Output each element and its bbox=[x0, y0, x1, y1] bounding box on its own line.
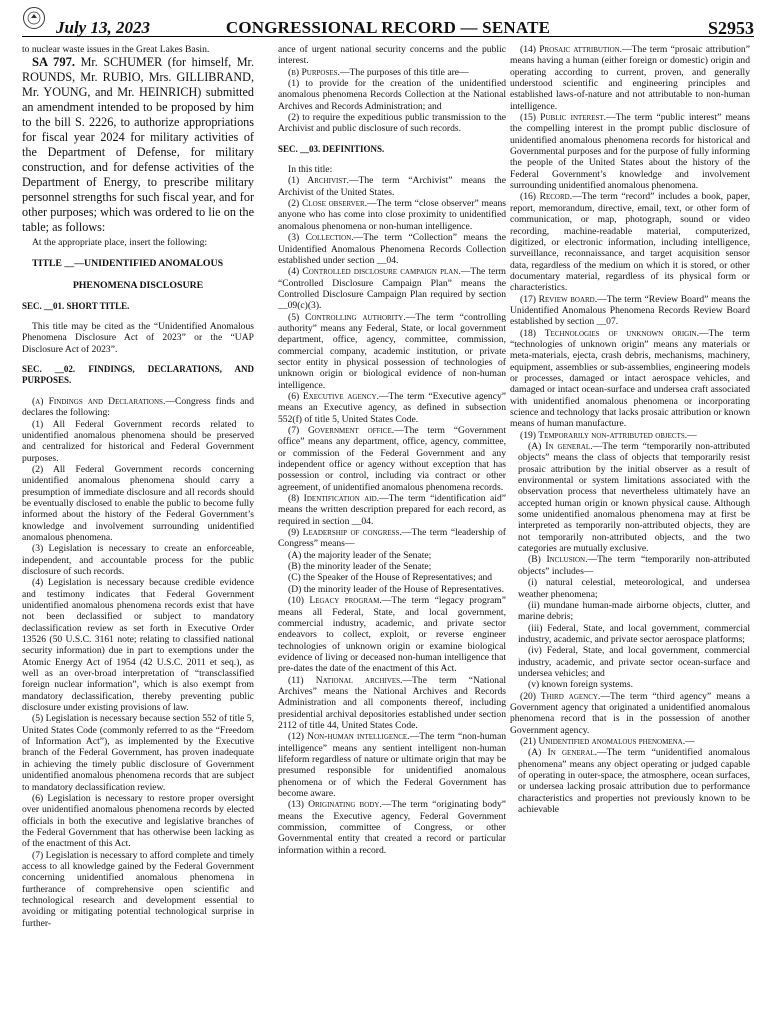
definition-text: — bbox=[685, 735, 695, 747]
definition-heading: (12) Non-human intelligence. bbox=[288, 731, 410, 743]
definition-heading: (7) Government office. bbox=[288, 425, 395, 436]
paragraph: At the appropriate place, insert the following: bbox=[32, 237, 208, 249]
finding-7: (7) Legislation is necessary to afford complete and timely access to all knowledge gained by the Federal Government concerning unidentified anomalous phenomena in furtherance of comprehensive open scientific and technological research and development essential to avoiding or mitigating potential technological surprise in further- bbox=[22, 849, 254, 929]
definition-heading: (8) Identification aid. bbox=[288, 493, 380, 505]
paragraph bbox=[278, 67, 506, 78]
definition-heading: (17) Review board. bbox=[520, 293, 598, 305]
definition-10 bbox=[278, 595, 506, 674]
paragraph: to nuclear waste issues in the Great Lakes Basin. bbox=[22, 44, 210, 55]
definition-11 bbox=[278, 675, 506, 732]
definition-15 bbox=[510, 112, 750, 191]
definition-14 bbox=[510, 44, 750, 112]
paragraph bbox=[22, 396, 254, 419]
list-item: (ii) mundane human-made airborne objects, clutter, and marine debris; bbox=[518, 599, 750, 623]
definition-heading: (21) Unidentified anomalous phenomena. bbox=[520, 735, 686, 747]
definition-text: —The term “close observer” means anyone who has come into close proximity to unidentified anomalous phenomena or non-human intelligence. bbox=[278, 198, 506, 232]
record-date: July 13, 2023 bbox=[56, 18, 150, 37]
definition-heading: (20) Third agency. bbox=[520, 690, 601, 702]
definition-21-a bbox=[510, 747, 750, 815]
paragraph: This title may be cited as the “Unidentified Anomalous Phenomena Disclosure Act of 2023” or the “UAP Disclosure Act of 2023”. bbox=[22, 321, 254, 355]
amendment-number: SA 797. bbox=[32, 55, 76, 70]
definition-heading: (15) Public interest. bbox=[520, 112, 607, 124]
definition-heading: (6) Executive agency. bbox=[288, 390, 379, 402]
definition-3 bbox=[278, 232, 506, 266]
definition-text: —The term “Collection” means the Unidentified Anomalous Phenomena Records Collection established under section __04. bbox=[278, 232, 506, 266]
subsection-text: —Congress finds and declares the following: bbox=[22, 395, 254, 419]
definition-heading: (14) Prosaic attribution. bbox=[520, 44, 623, 55]
page-header bbox=[22, 6, 754, 36]
definition-heading: (11) National archives. bbox=[288, 674, 403, 686]
definition-text: —The term “temporarily non-attributed objects” includes— bbox=[518, 554, 750, 577]
title-heading-2: PHENOMENA DISCLOSURE bbox=[72, 279, 204, 291]
definition-18 bbox=[510, 328, 750, 430]
section-heading: SEC. __03. DEFINITIONS. bbox=[278, 143, 385, 154]
column-1 bbox=[22, 44, 254, 1016]
finding-2: (2) All Federal Government records concerning unidentified anomalous phenomena should carry a presumption of immediate disclosure and all records should be eventually disclosed to enable the public to become fully informed about the history of the Federal Government’s knowledge and involvement surrounding unidentified anomalous phenomena. bbox=[22, 463, 254, 543]
definition-text: —The term “Archivist” means the Archivist of the United States. bbox=[278, 175, 506, 198]
finding-6: (6) Legislation is necessary to restore proper oversight over unidentified anomalous phenomena records by elected officials in both the executive and legislative branches of the Federal Government that has otherwise been lacking as of the enactment of this Act. bbox=[22, 792, 254, 850]
definition-heading: (19) Temporarily non-attributed objects. bbox=[520, 429, 688, 441]
definition-20 bbox=[510, 691, 750, 736]
definition-text: —The term “Controlled Disclosure Campaign Plan” means the Controlled Disclosure Campaign Plan required by section __09(c)(3). bbox=[278, 266, 506, 312]
definition-21 bbox=[510, 736, 750, 747]
list-item: (B) the minority leader of the Senate; bbox=[288, 561, 432, 573]
amendment-paragraph bbox=[22, 55, 254, 235]
definition-heading: (16) Record. bbox=[520, 191, 573, 203]
finding-3: (3) Legislation is necessary to create an enforceable, independent, and accountable process for the public disclosure of such records. bbox=[22, 543, 254, 577]
definition-heading: (B) Inclusion. bbox=[528, 554, 588, 566]
list-item: (v) known foreign systems. bbox=[528, 679, 633, 691]
purpose-1: (1) to provide for the creation of the unidentified anomalous phenomena Records Collection at the National Archives and Records Administration; and bbox=[278, 78, 506, 112]
definition-text: —The term “legacy program” means all Federal, State, and local government, commercial industry, academic, and private sector endeavors to collect, exploit, or reverse engineer technologies of unknown origin or examine biological evidence of living or deceased non-human intelligence that pre-dates the date of the enactment of this Act. bbox=[278, 595, 506, 675]
column-2 bbox=[278, 44, 506, 1016]
list-item: (A) the majority leader of the Senate; bbox=[288, 549, 432, 561]
finding-1: (1) All Federal Government records related to unidentified anomalous phenomena should be preserved and centralized for historical and Federal Government purposes. bbox=[22, 418, 254, 464]
list-item: (i) natural celestial, meteorological, and undersea weather phenomena; bbox=[518, 577, 750, 600]
definition-text: —The term “leadership of Congress” means— bbox=[278, 527, 506, 550]
definition-13 bbox=[278, 799, 506, 856]
definition-text: —The term “technologies of unknown origin” means any materials or meta-materials, ejecta, crash debris, mechanisms, machinery, equipment, assemblies or sub-assemblies, engineering models or processes, damaged or intact aerospace vehicles, and damaged or intact ocean-surface and undersea craft associated with unidentified anomalous phenomena or incorporating science and technology that lacks prosaic attribution or known means of human manufacture. bbox=[510, 327, 750, 430]
definition-heading: (1) Archivist. bbox=[288, 175, 349, 187]
definition-text: —The term “Executive agency” means an Executive agency, as defined in subsection 552(f) of title 5, United States Code. bbox=[278, 390, 506, 425]
definition-heading: (13) Originating body. bbox=[288, 799, 382, 811]
definition-text: —The term “Government office” means any department, office, agency, committee, or commission of the Federal Government and any independent office or agency without exception that has possession or control, including via contract or other agreement, of unidentified anomalous phenomena records. bbox=[278, 425, 506, 493]
purpose-2: (2) to require the expeditious public transmission to the Archivist and public disclosure of such records. bbox=[278, 112, 506, 135]
definition-1 bbox=[278, 175, 506, 198]
record-title: CONGRESSIONAL RECORD — SENATE bbox=[225, 18, 551, 37]
definition-text: — bbox=[687, 429, 697, 441]
definition-19 bbox=[510, 430, 750, 441]
definition-text: —The term “National Archives” means the National Archives and Records Administration and all components thereof, including presidential archival depositories established under section 2112 of title 44, United States Code. bbox=[278, 674, 506, 731]
definition-text: —The term “third agency” means a Government agency that originated a unidentified anomalous phenomena record that is in the possession of another Government agency. bbox=[510, 690, 750, 736]
definition-heading: (9) Leadership of congress. bbox=[288, 527, 402, 539]
definition-heading: (2) Close observer. bbox=[288, 198, 368, 210]
paragraph: ance of urgent national security concerns and the public interest. bbox=[278, 44, 506, 67]
definition-text: —The term “originating body” means the Executive agency, Federal Government commission, committee of Congress, or other Governmental entity that created a record or particular information within a record. bbox=[278, 799, 506, 856]
definition-19-b bbox=[510, 554, 750, 577]
list-item: (iii) Federal, State, and local government, commercial industry, academic, and private sector aerospace platforms; bbox=[518, 622, 750, 645]
subsection-heading: (b) Purposes. bbox=[288, 66, 340, 78]
section-heading: SEC. __01. SHORT TITLE. bbox=[22, 300, 130, 311]
definition-text: —The term “public interest” means the compelling interest in the prompt public disclosure of unidentified anomalous phenomena records for historical and Governmental purposes and for the purpose of fully informing the people of the United States about the history of the Federal Government’s knowledge and involvement surrounding unidentified anomalous phenomena. bbox=[510, 112, 750, 192]
definition-heading: (3) Collection. bbox=[288, 232, 354, 244]
header-rule bbox=[22, 36, 754, 37]
definition-9 bbox=[278, 527, 506, 550]
definition-heading: (A) In general. bbox=[528, 441, 593, 453]
subsection-heading: (a) Findings and Declarations. bbox=[32, 395, 166, 407]
definition-7 bbox=[278, 425, 506, 493]
definition-heading: (5) Controlling authority. bbox=[288, 311, 406, 323]
definition-19-a bbox=[510, 441, 750, 554]
definition-heading: (18) Technologies of unknown origin. bbox=[520, 327, 700, 339]
definition-2 bbox=[278, 198, 506, 232]
definition-16 bbox=[510, 191, 750, 293]
paragraph: In this title: bbox=[288, 164, 333, 176]
subsection-text: —The purposes of this title are— bbox=[339, 66, 469, 78]
finding-4: (4) Legislation is necessary because credible evidence and testimony indicates that Federal Government unidentified anomalous phenomena records exist that have not been declassified or subject to mandatory declassification review as set forth in Executive Order 13526 (50 U.S.C. 3161 note; relating to classified national security information) due in part to exemptions under the Atomic Energy Act of 1954 (42 U.S.C. 2011 et seq.), as well as an over-broad interpretation of “transclassified foreign nuclear information”, which is also exempt from mandatory declassification, thereby preventing public disclosure under existing provisions of law. bbox=[22, 577, 254, 714]
definition-text: —The term “prosaic attribution” means having a human (either foreign or domestic) origin and operating according to current, proven, and generally understood scientific and engineering principles and established laws-of-nature and not attributable to non-human intelligence. bbox=[510, 44, 750, 112]
definition-heading: (4) Controlled disclosure campaign plan. bbox=[288, 266, 461, 278]
definition-text: —The term “unidentified anomalous phenomena” means any object operating or judged capable of operating in outer-space, the atmosphere, ocean surfaces, or undersea lacking prosaic attribution due to performance characteristics and properties not previously known to be achievable bbox=[518, 747, 750, 816]
definition-17 bbox=[510, 294, 750, 328]
definition-4 bbox=[278, 266, 506, 311]
amendment-text: Mr. SCHUMER (for himself, Mr. ROUNDS, Mr. RUBIO, Mrs. GILLIBRAND, Mr. YOUNG, and Mr. HEINRICH) submitted an amendment intended to be proposed by him to the bill S. 2226, to authorize appropriations for fiscal year 2024 for military activities of the Department of Defense, for military construction, and for defense activities of the Department of Energy, to prescribe military personnel strengths for such fiscal year, and for other purposes; which was ordered to lie on the table; as follows: bbox=[22, 55, 254, 235]
definition-text: —The term “non-human intelligence” means any sentient intelligent non-human lifeform regardless of nature or ultimate origin that may be presumed responsible for unidentified anomalous phenomena or of which the Federal Government has become aware. bbox=[278, 731, 506, 799]
definition-heading: (A) In general. bbox=[528, 747, 598, 759]
definition-text: —The term “temporarily non-attributed objects” means the class of objects that temporarily resist prosaic attribution by the initial observer as a result of environmental or system limitations associated with the observation process that nevertheless ultimately have an accepted human origin or known physical cause. Although some unidentified anomalous phenomena may at first be interpreted as temporarily non-attributed objects, they are not temporarily non-attributed objects, and the two categories are mutually exclusive. bbox=[518, 441, 750, 555]
definition-text: —The term “identification aid” means the written description prepared for each record, as required in section __04. bbox=[278, 493, 506, 527]
finding-5: (5) Legislation is necessary because section 552 of title 5, United States Code (commonly referred to as the “Freedom of Information Act”), as implemented by the Executive branch of the Federal Government, has proven inadequate in achieving the timely public disclosure of Government unidentified anomalous phenomena records that are subject to mandatory declassification review. bbox=[22, 713, 254, 793]
definition-text: —The term “controlling authority” means any Federal, State, or local government department, office, agency, committee, commission, commercial company, academic institution, or private sector entity in physical possession of technologies of unknown origin or biological evidence of non-human intelligence. bbox=[278, 311, 506, 391]
definition-heading: (10) Legacy program. bbox=[288, 595, 382, 607]
list-item: (D) the minority leader of the House of Representatives. bbox=[288, 583, 505, 595]
section-heading: SEC. __02. FINDINGS, DECLARATIONS, AND PURPOSES. bbox=[22, 364, 254, 386]
definition-12 bbox=[278, 731, 506, 799]
title-heading: TITLE __—UNIDENTIFIED ANOMALOUS bbox=[32, 258, 224, 270]
definition-6 bbox=[278, 391, 506, 425]
list-item: (C) the Speaker of the House of Representatives; and bbox=[288, 572, 493, 584]
definition-8 bbox=[278, 493, 506, 527]
definition-text: —The term “record” includes a book, paper, report, memorandum, directive, email, text, or other form of communication, or map, photograph, sound or video recording, machine-readable material, computerized, digitized, or electronic information, including intelligence, surveillance, reconnaissance, and target acquisition sensor data, regardless of the medium on which it is stored, or other documentary material, regardless of its physical form or characteristics. bbox=[510, 191, 750, 294]
column-3 bbox=[510, 44, 750, 1016]
definition-text: —The term “Review Board” means the Unidentified Anomalous Phenomena Records Review Board established by section __07. bbox=[510, 293, 750, 328]
page-number: S2953 bbox=[707, 18, 754, 38]
definition-5 bbox=[278, 312, 506, 391]
list-item: (iv) Federal, State, and local government, commercial industry, academic, and private sector ocean-surface and undersea vehicles; and bbox=[518, 645, 750, 679]
